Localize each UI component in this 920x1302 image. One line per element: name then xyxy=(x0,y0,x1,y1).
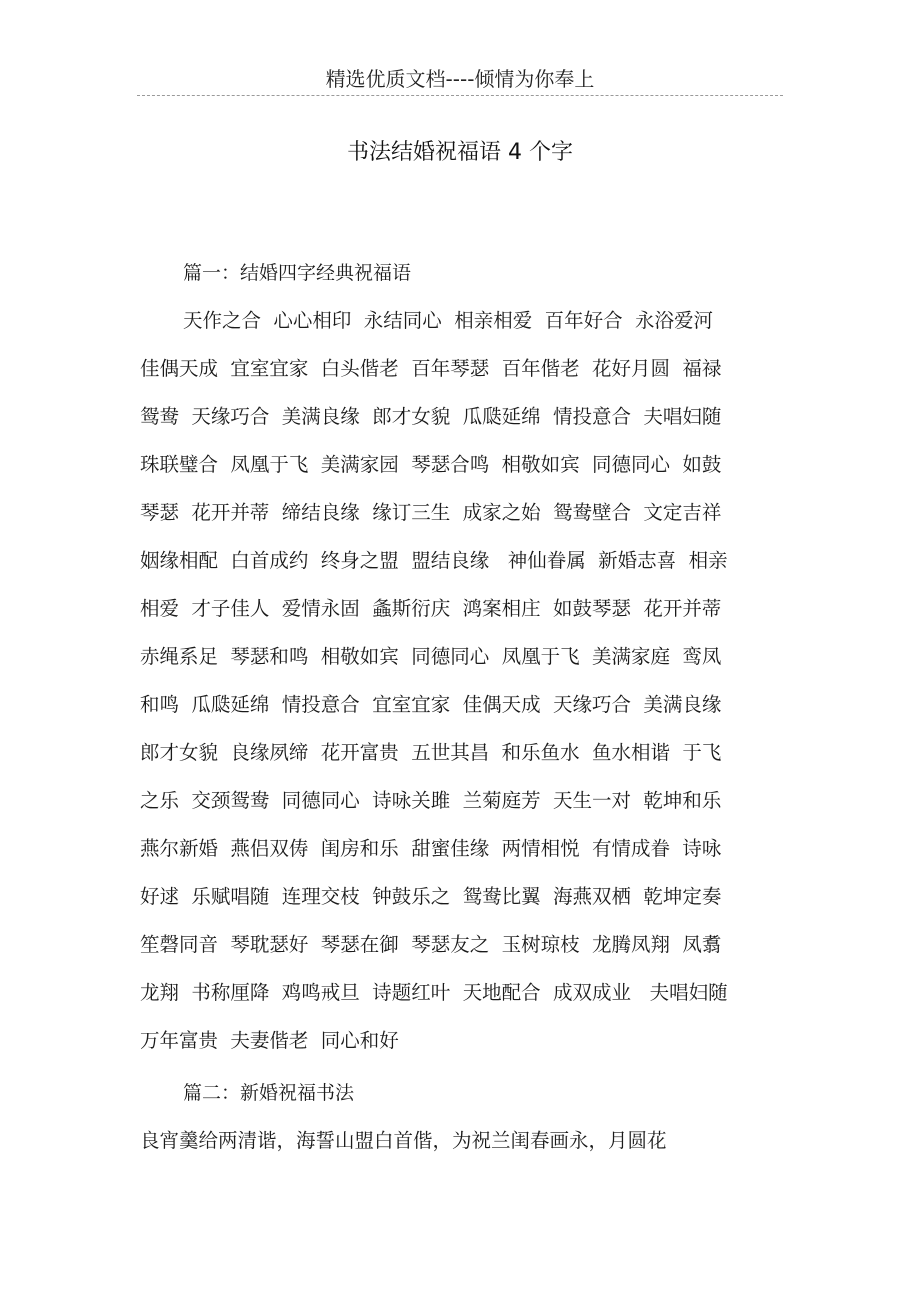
document-title: 书法结婚祝福语 4 个字 xyxy=(347,140,573,165)
paragraph-line: 好逑 乐赋唱随 连理交枝 钟鼓乐之 鸳鸯比翼 海燕双栖 乾坤定奏 xyxy=(140,885,722,908)
paragraph-line: 鸳鸯 天缘巧合 美满良缘 郎才女貌 瓜瓞延绵 情投意合 夫唱妇随 xyxy=(140,405,722,428)
header-divider xyxy=(137,95,783,96)
paragraph-line: 龙翔 书称厘降 鸡鸣戒旦 诗题红叶 天地配合 成双成业 夫唱妇随 xyxy=(140,981,728,1004)
paragraph-line: 良宵羹给两清谐，海誓山盟白首偕，为祝兰闺春画永，月圆花 xyxy=(140,1129,667,1152)
paragraph-line: 珠联璧合 凤凰于飞 美满家园 琴瑟合鸣 相敬如宾 同德同心 如鼓 xyxy=(140,453,722,476)
paragraph-line: 赤绳系足 琴瑟和鸣 相敬如宾 同德同心 凤凰于飞 美满家庭 鸾凤 xyxy=(140,645,722,668)
paragraph-line: 姻缘相配 白首成约 终身之盟 盟结良缘 神仙眷属 新婚志喜 相亲 xyxy=(140,549,728,572)
paragraph-line: 燕尔新婚 燕侣双俦 闺房和乐 甜蜜佳缘 两情相悦 有情成眷 诗咏 xyxy=(140,837,722,860)
paragraph-line: 和鸣 瓜瓞延绵 情投意合 宜室宜家 佳偶天成 天缘巧合 美满良缘 xyxy=(140,693,722,716)
section-heading-1: 篇一：结婚四字经典祝福语 xyxy=(183,262,412,284)
section-heading-2: 篇二：新婚祝福书法 xyxy=(183,1082,355,1104)
paragraph-line: 笙磬同音 琴耽瑟好 琴瑟在御 琴瑟友之 玉树琼枝 龙腾凤翔 凤翥 xyxy=(140,933,722,956)
paragraph-line: 佳偶天成 宜室宜家 白头偕老 百年琴瑟 百年偕老 花好月圆 福禄 xyxy=(140,357,722,380)
paragraph-line: 万年富贵 夫妻偕老 同心和好 xyxy=(140,1029,399,1052)
paragraph-line: 天作之合 心心相印 永结同心 相亲相爱 百年好合 永浴爱河 xyxy=(183,309,713,332)
paragraph-line: 相爱 才子佳人 爱情永固 螽斯衍庆 鸿案相庄 如鼓琴瑟 花开并蒂 xyxy=(140,597,722,620)
paragraph-line: 之乐 交颈鸳鸯 同德同心 诗咏关雎 兰菊庭芳 天生一对 乾坤和乐 xyxy=(140,789,722,812)
paragraph-line: 郎才女貌 良缘夙缔 花开富贵 五世其昌 和乐鱼水 鱼水相谐 于飞 xyxy=(140,741,722,764)
page-header: 精选优质文档----倾情为你奉上 xyxy=(325,67,595,91)
paragraph-line: 琴瑟 花开并蒂 缔结良缘 缘订三生 成家之始 鸳鸯壁合 文定吉祥 xyxy=(140,501,722,524)
